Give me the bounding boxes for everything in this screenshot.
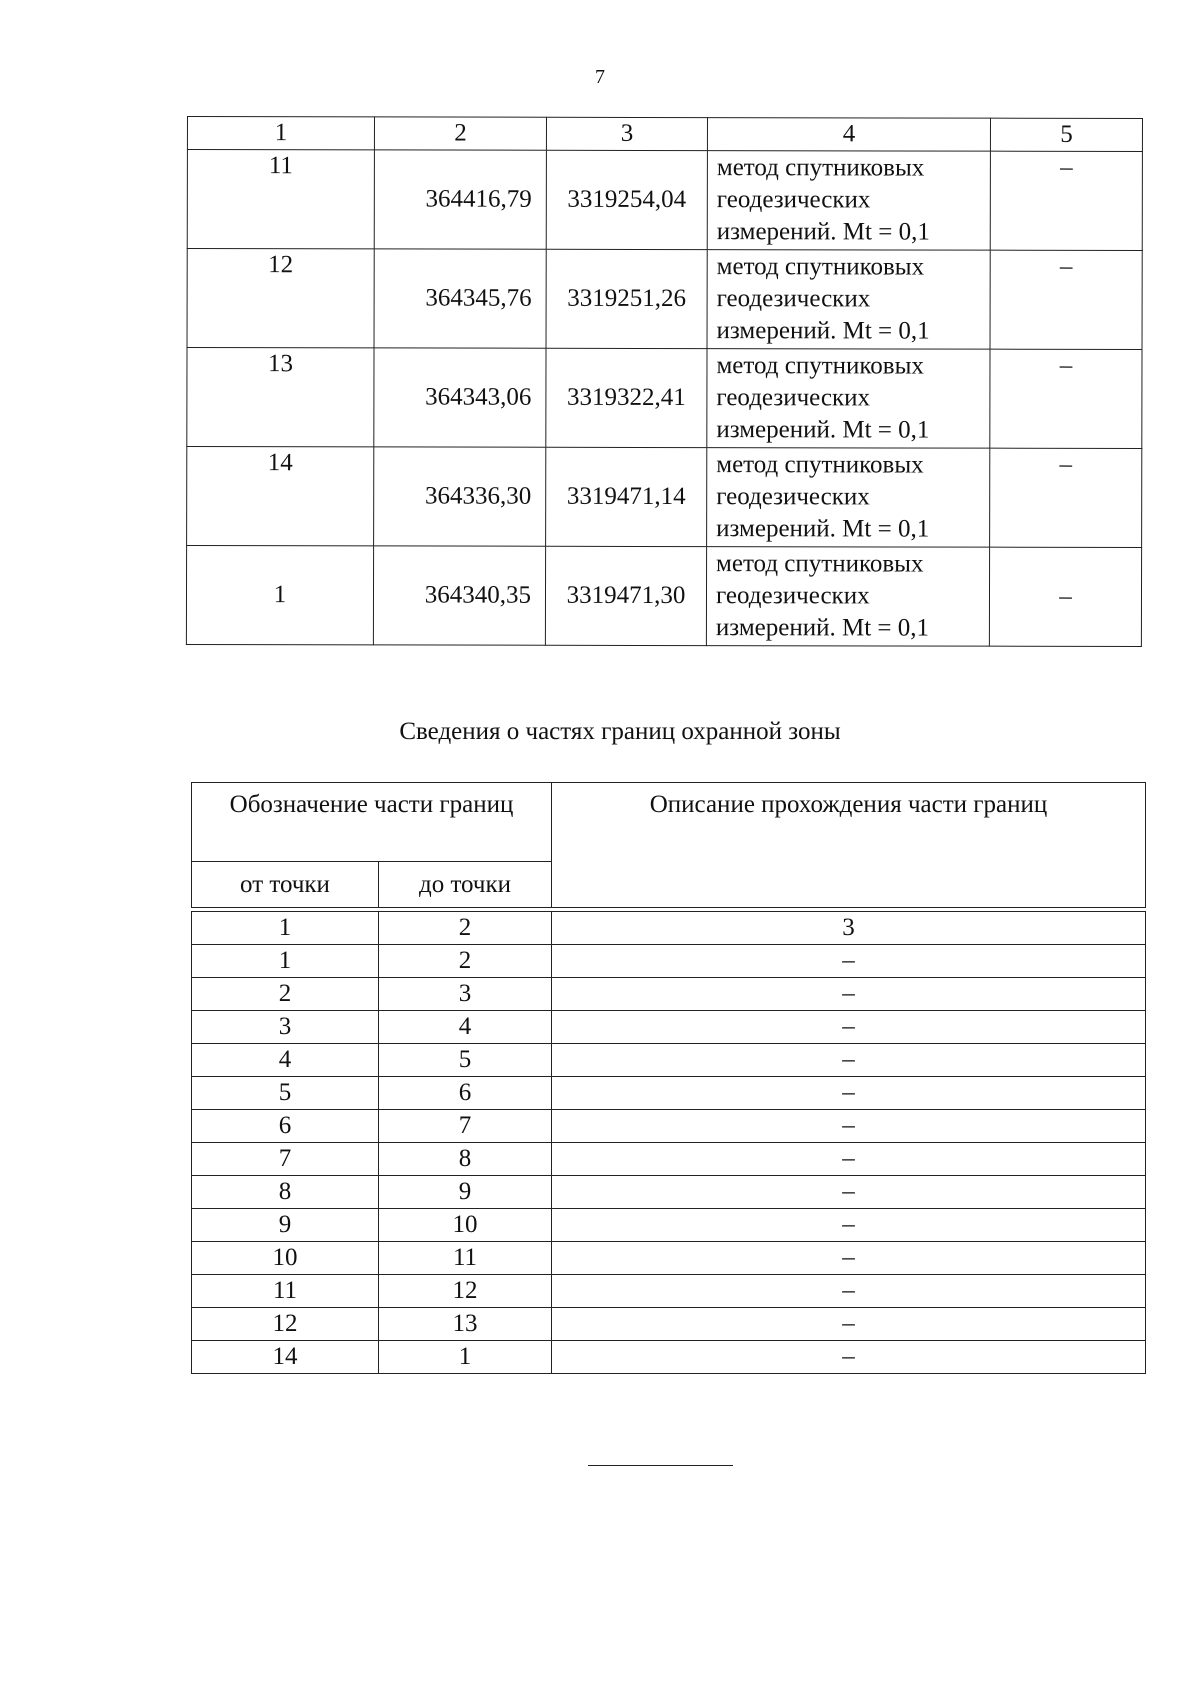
method-line: геодезических (716, 483, 870, 511)
to-point-header: до точки (379, 862, 552, 908)
table-row (187, 348, 1142, 449)
column-numbers-row (192, 912, 1146, 945)
from-point: 3 (192, 1011, 379, 1044)
coordinate-y: 3319251,26 (546, 249, 707, 348)
coordinate-x: 364416,79 (374, 150, 546, 249)
method-line: геодезических (716, 186, 871, 214)
part-description: – (552, 1308, 1146, 1341)
column-number-1: 1 (192, 912, 379, 945)
to-point: 13 (379, 1308, 552, 1341)
from-point: 2 (192, 978, 379, 1011)
method-line: измерений. Mt = 0,1 (716, 218, 930, 246)
table-row (192, 1044, 1146, 1077)
from-point: 10 (192, 1242, 379, 1275)
page-number: 7 (595, 66, 605, 88)
table-row (192, 1011, 1146, 1044)
table-row (192, 1275, 1146, 1308)
coordinate-y: 3319322,41 (546, 348, 707, 447)
table-row (192, 1077, 1146, 1110)
method-line: метод спутниковых (716, 550, 924, 578)
parts-header-row (192, 783, 1146, 862)
column-number-3: 3 (552, 912, 1146, 945)
part-description: – (552, 1143, 1146, 1176)
boundary-parts-table (191, 782, 1146, 1374)
column-number-3: 3 (546, 117, 707, 150)
part-description: – (552, 1110, 1146, 1143)
table-row (192, 1308, 1146, 1341)
point-number: 14 (187, 447, 374, 546)
part-description: – (552, 1044, 1146, 1077)
point-note: – (989, 547, 1141, 646)
method-line: геодезических (716, 285, 871, 313)
method-line: измерений. Mt = 0,1 (716, 416, 930, 444)
table-row (192, 945, 1146, 978)
coordinates-table (186, 116, 1143, 647)
table-row (192, 1176, 1146, 1209)
to-point: 7 (379, 1110, 552, 1143)
to-point: 8 (379, 1143, 552, 1176)
table-row (192, 1143, 1146, 1176)
from-point: 5 (192, 1077, 379, 1110)
method-line: геодезических (716, 384, 871, 412)
from-point: 4 (192, 1044, 379, 1077)
from-point: 11 (192, 1275, 379, 1308)
designation-header: Обозначение части границ (192, 783, 552, 862)
from-point-header: от точки (192, 862, 379, 908)
method-description (707, 151, 990, 251)
part-description: – (552, 978, 1146, 1011)
point-number: 13 (187, 348, 374, 447)
to-point: 2 (379, 945, 552, 978)
coordinate-y: 3319471,14 (546, 447, 707, 546)
to-point: 1 (379, 1341, 552, 1374)
table-row (192, 1110, 1146, 1143)
part-description: – (552, 1275, 1146, 1308)
coordinate-y: 3319471,30 (545, 546, 706, 645)
point-number: 12 (187, 249, 374, 348)
from-point: 1 (192, 945, 379, 978)
section-title: Сведения о частях границ охранной зоны (399, 718, 841, 745)
coordinate-x: 364345,76 (374, 249, 546, 348)
coordinate-x: 364336,30 (374, 447, 546, 546)
to-point: 11 (379, 1242, 552, 1275)
method-line: метод спутниковых (716, 451, 924, 479)
table-row (187, 249, 1142, 350)
from-point: 9 (192, 1209, 379, 1242)
to-point: 12 (379, 1275, 552, 1308)
column-number-2: 2 (379, 912, 552, 945)
closing-rule (588, 1465, 733, 1466)
from-point: 7 (192, 1143, 379, 1176)
table-row (192, 1341, 1146, 1374)
column-number-1: 1 (187, 117, 374, 150)
column-number-5: 5 (990, 118, 1142, 151)
coordinates-header-row (187, 117, 1142, 152)
column-number-2: 2 (374, 117, 546, 150)
from-point: 14 (192, 1341, 379, 1374)
coordinate-x: 364340,35 (373, 546, 545, 645)
method-line: измерений. Mt = 0,1 (716, 515, 930, 543)
method-description (707, 250, 990, 350)
part-description: – (552, 1242, 1146, 1275)
part-description: – (552, 1011, 1146, 1044)
column-number-4: 4 (707, 118, 990, 152)
point-number: 1 (186, 546, 373, 645)
from-point: 12 (192, 1308, 379, 1341)
part-description: – (552, 945, 1146, 978)
to-point: 3 (379, 978, 552, 1011)
table-row (192, 1242, 1146, 1275)
point-note: – (990, 448, 1142, 547)
method-line: метод спутниковых (716, 253, 925, 281)
point-note: – (990, 151, 1142, 250)
part-description: – (552, 1341, 1146, 1374)
method-description (707, 349, 990, 449)
to-point: 9 (379, 1176, 552, 1209)
method-description (706, 547, 989, 647)
table-row (187, 150, 1142, 251)
part-description: – (552, 1077, 1146, 1110)
method-line: геодезических (715, 582, 870, 610)
method-line: метод спутниковых (716, 154, 925, 182)
to-point: 6 (379, 1077, 552, 1110)
method-line: измерений. Mt = 0,1 (716, 317, 930, 345)
method-description (707, 448, 990, 548)
to-point: 10 (379, 1209, 552, 1242)
from-point: 6 (192, 1110, 379, 1143)
to-point: 4 (379, 1011, 552, 1044)
method-line: измерений. Mt = 0,1 (715, 614, 930, 642)
description-header: Описание прохождения части границ (552, 783, 1146, 908)
table-row (192, 1209, 1146, 1242)
table-row (192, 978, 1146, 1011)
to-point: 5 (379, 1044, 552, 1077)
method-line: метод спутниковых (716, 352, 924, 380)
coordinate-x: 364343,06 (374, 348, 546, 447)
point-note: – (990, 250, 1142, 349)
table-row (186, 546, 1141, 647)
point-note: – (990, 349, 1142, 448)
from-point: 8 (192, 1176, 379, 1209)
table-row (187, 447, 1142, 548)
part-description: – (552, 1176, 1146, 1209)
point-number: 11 (187, 150, 374, 249)
part-description: – (552, 1209, 1146, 1242)
coordinate-y: 3319254,04 (546, 150, 707, 249)
